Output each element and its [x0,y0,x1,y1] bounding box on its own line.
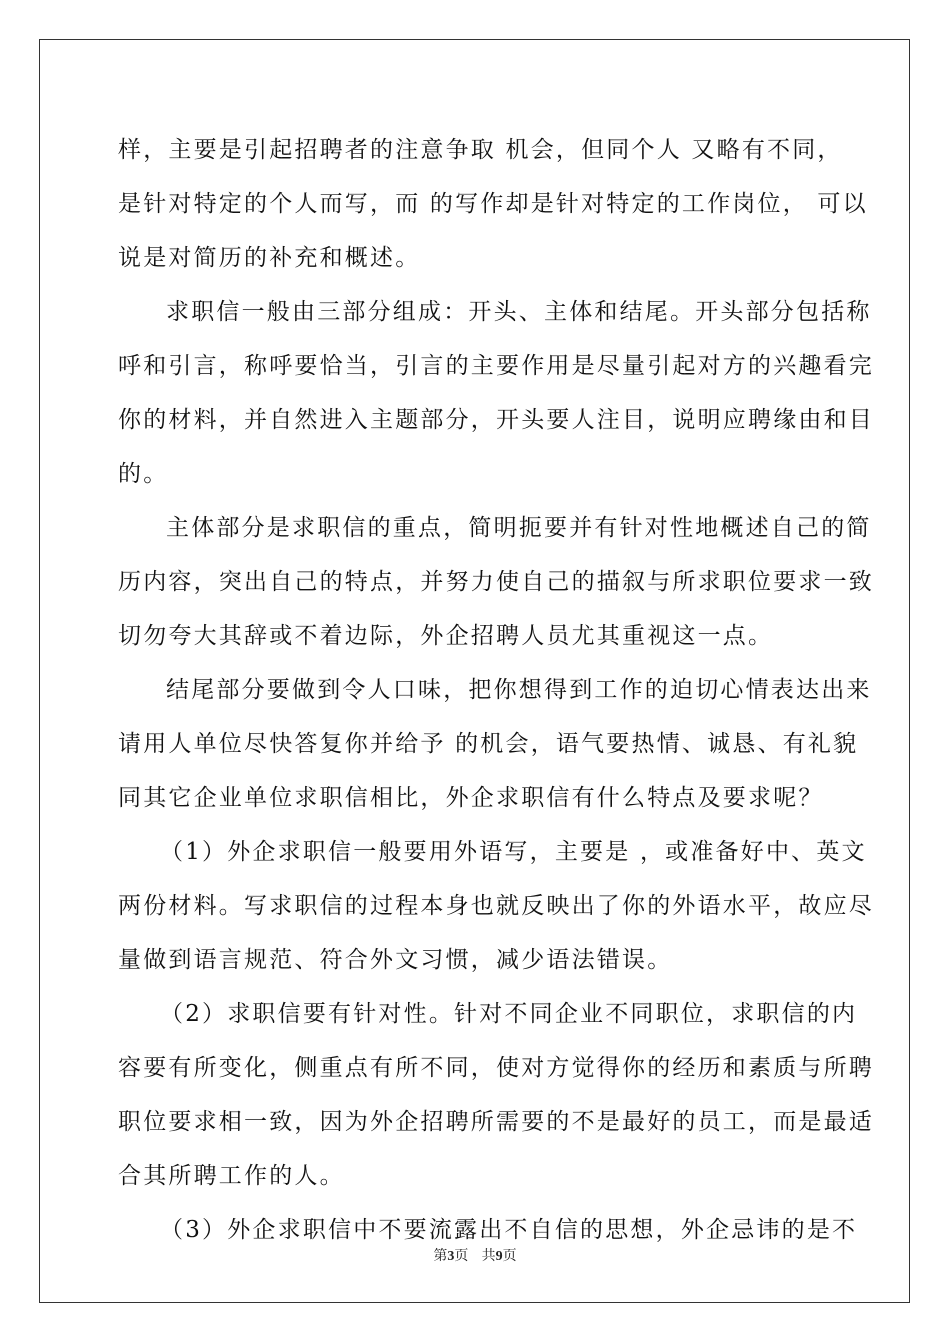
total-pages-number: 9 [495,1249,503,1264]
text-line: 是针对特定的个人而写，而 的写作却是针对特定的工作岗位， 可以 [118,191,868,217]
text-line: 历内容，突出自己的特点，并努力使自己的描叙与所求职位要求一致 [118,569,874,595]
text-line: 样，主要是引起招聘者的注意争取 机会，但同个人 又略有不同， [118,137,843,163]
text-line: 的。 [118,461,169,487]
paragraph-start-line: （1）外企求职信一般要用外语写，主要是 ，或准备好中、英文 [160,839,867,865]
text-line: 说是对简历的补充和概述。 [118,245,421,271]
text-line: 你的材料，并自然进入主题部分，开头要人注目，说明应聘缘由和目 [118,407,874,433]
paragraph-start-line: 主体部分是求职信的重点，简明扼要并有针对性地概述自己的简 [166,515,872,541]
paragraph-start-line: （2）求职信要有针对性。针对不同企业不同职位，求职信的内 [160,1001,858,1027]
total-unit: 页 [502,1248,517,1264]
text-line: 切勿夸大其辞或不着边际，外企招聘人员尤其重视这一点。 [118,623,774,649]
document-body [118,123,874,1257]
paragraph-start-line: 求职信一般由三部分组成：开头、主体和结尾。开头部分包括称 [166,299,872,325]
paragraph-start-line: （3）外企求职信中不要流露出不自信的思想，外企忌讳的是不 [160,1217,858,1243]
text-line: 同其它企业单位求职信相比，外企求职信有什么特点及要求呢？ [118,785,824,811]
text-line: 两份材料。写求职信的过程本身也就反映出了你的外语水平，故应尽 [118,893,874,919]
paragraph-start-line: 结尾部分要做到令人口味，把你想得到工作的迫切心情表达出来 [166,677,872,703]
text-line: 合其所聘工作的人。 [118,1163,345,1189]
text-line: 量做到语言规范、符合外文习惯，减少语法错误。 [118,947,673,973]
text-line: 请用人单位尽快答复你并给予 的机会，语气要热情、诚恳、有礼貌 [118,731,859,757]
page-prefix: 第 [433,1248,448,1264]
text-line: 容要有所变化，侧重点有所不同，使对方觉得你的经历和素质与所聘 [118,1055,874,1081]
text-line: 职位要求相一致，因为外企招聘所需要的不是最好的员工，而是最适 [118,1109,874,1135]
page-unit: 页 [454,1248,469,1264]
page-footer [0,1247,950,1266]
current-page-number: 3 [447,1249,455,1264]
text-line: 呼和引言，称呼要恰当，引言的主要作用是尽量引起对方的兴趣看完 [118,353,874,379]
total-prefix: 共 [481,1248,496,1264]
